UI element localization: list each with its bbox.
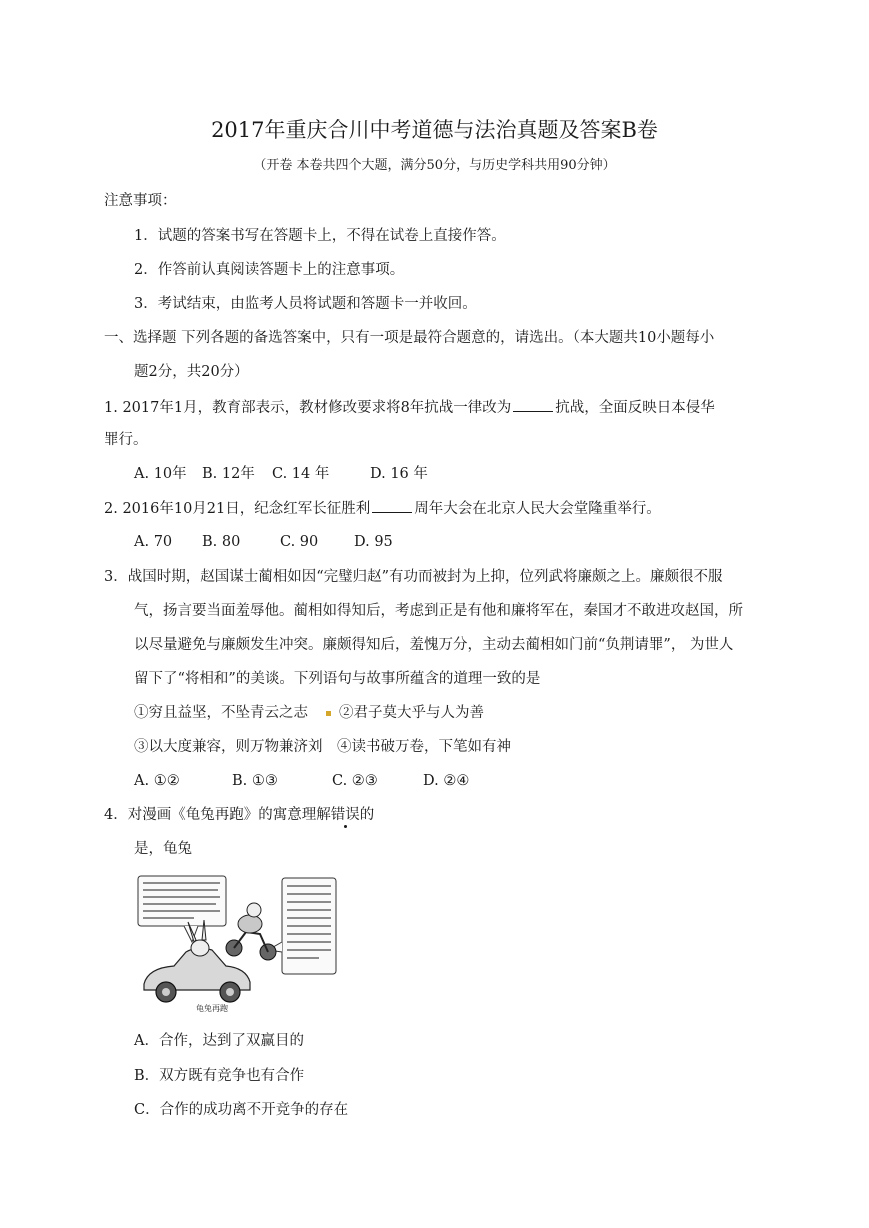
statement-2: ②君子莫大乎与人为善	[339, 705, 484, 721]
emphasis-word: 错误	[330, 807, 360, 823]
question-3-stem: 气，扬言要当面羞辱他。蔺相如得知后，考虑到正是有他和廉将军在，秦国才不敢进攻赵国，所	[134, 603, 743, 619]
answer-blank	[513, 397, 553, 412]
question-4-stem	[104, 805, 374, 825]
question-4-stem-cont: 是，龟兔	[134, 841, 192, 857]
emphasis-text	[331, 807, 360, 823]
statement-3: ③以大度兼容，则万物兼济刘	[134, 739, 323, 755]
question-4-option-c: C．合作的成功离不开竞争的存在	[134, 1102, 349, 1118]
notice-item: 3．考试结束，由监考人员将试题和答题卡一并收回。	[134, 296, 477, 312]
notice-item: 1．试题的答案书写在答题卡上，不得在试卷上直接作答。	[134, 228, 506, 244]
question-3-stem: 3．战国时期，赵国谋士蔺相如因“完璧归赵”有功而被封为上抑，位列武将廉颇之上。廉颇很不服	[104, 569, 723, 585]
question-2-text: 周年大会在北京人民大会堂隆重举行。	[414, 501, 661, 517]
option-c: C. ②③	[332, 773, 378, 789]
question-1-text: 1. 2017年1月，教育部表示，教材修改要求将8年抗战一律改为	[104, 400, 512, 416]
question-2-options	[134, 532, 393, 552]
option-a: A. ①②	[134, 773, 180, 789]
section-heading-cont: 题2分，共20分）	[134, 364, 249, 380]
question-1-text: 抗战，全面反映日本侵华	[555, 400, 715, 416]
answer-blank	[372, 498, 412, 513]
question-4-text: 4．对漫画《龟兔再跑》的寓意理解	[104, 807, 331, 823]
option-b: B. ①③	[232, 773, 278, 789]
statement-1: ①穷且益坚，不坠青云之志	[134, 705, 308, 721]
question-1-stem-cont: 罪行。	[104, 432, 148, 448]
option-a: A. 70	[134, 534, 173, 550]
option-c: C. 14 年	[272, 466, 330, 482]
notice-item: 2．作答前认真阅读答题卡上的注意事项。	[134, 262, 405, 278]
question-2-stem	[104, 498, 661, 519]
option-d: D. ②④	[423, 773, 470, 789]
statement-4: ④读书破万卷，下笔如有神	[337, 739, 511, 755]
question-1-stem	[104, 397, 715, 418]
cartoon-caption: 龟兔再跑	[196, 1004, 228, 1013]
question-3-stem: 以尽量避免与廉颇发生冲突。廉颇得知后，羞愧万分，主动去蔺相如门前“负荆请罪”， 为世人	[134, 637, 734, 653]
question-3-options	[134, 771, 469, 791]
option-d: D. 16 年	[370, 466, 428, 482]
question-4-option-a: A．合作，达到了双赢目的	[134, 1033, 304, 1049]
option-a: A. 10年	[134, 466, 187, 482]
option-b: B. 12年	[202, 466, 255, 482]
notice-heading: 注意事项：	[104, 193, 177, 209]
question-3-stem: 留下了“将相和”的美谈。下列语句与故事所蕴含的道理一致的是	[134, 671, 541, 687]
question-1-options	[134, 464, 428, 484]
option-c: C. 90	[280, 534, 319, 550]
section-heading: 一、选择题 下列各题的备选答案中，只有一项是最符合题意的，请选出。（本大题共10小题每小	[104, 330, 715, 346]
highlight-marker	[326, 711, 331, 716]
page-subtitle: （开卷 本卷共四个大题，满分50分，与历史学科共用90分钟）	[253, 158, 616, 173]
question-4-text: 的	[359, 807, 375, 823]
question-3-statements	[134, 703, 484, 723]
cartoon-image	[134, 872, 340, 1015]
question-2-text: 2. 2016年10月21日，纪念红军长征胜利	[104, 501, 371, 517]
page-title: 2017年重庆合川中考道德与法治真题及答案B卷	[211, 118, 658, 142]
question-3-statements	[134, 737, 511, 757]
option-d: D. 95	[354, 534, 393, 550]
option-b: B. 80	[202, 534, 241, 550]
question-4-option-b: B．双方既有竞争也有合作	[134, 1068, 305, 1084]
